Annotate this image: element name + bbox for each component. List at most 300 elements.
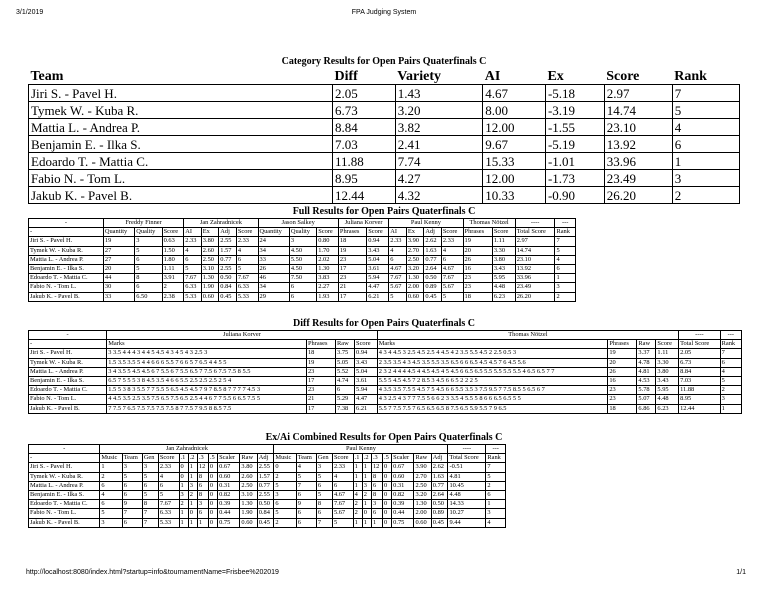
table-cell: 0.50 [257,500,274,509]
table-cell: 2.70 [414,472,431,481]
table-cell: Fabio N. - Tom L. [29,283,104,292]
table-cell: -3.19 [545,102,604,119]
table-cell: 6 [720,358,741,367]
table-cell: 3.43 [492,265,515,274]
table-cell: 0 [382,509,391,518]
table-cell: 6.73 [679,358,721,367]
page-url: http://localhost:8080/index.html?startup=info&tournamentName=Frisbee%202019 [26,569,279,576]
table-cell: 4.53 [637,377,656,386]
table-cell: 0 [208,472,217,481]
table-cell: 1.63 [431,472,448,481]
table-cell: 8 [197,472,208,481]
table-cell: 3 4 3.5 5 4.5 4.5 6 7 5.5 6 7 5.5 6.5 7 7.5 6 7.5 7.5 8 5.5 [107,367,307,376]
table-cell: 0.77 [431,481,448,490]
table-cell: 2 [555,292,576,301]
column-header: Score [355,340,378,349]
table-cell: 5 [135,265,162,274]
table-cell: 0.60 [218,472,240,481]
table-cell: Fabio N. - Tom L. [29,395,107,404]
judge-header: Jan Zahradnicek [100,445,274,454]
table-cell: 3.10 [240,491,257,500]
table-cell: 8.00 [483,102,546,119]
table-cell: 2.50 [406,255,424,264]
table-cell: 1 [362,472,371,481]
print-date: 3/1/2019 [16,9,44,16]
table-cell: 3.30 [492,246,515,255]
judge-header: Paul Kenny [274,445,448,454]
table-cell: 4 [332,472,353,481]
table-cell: 2.27 [317,283,339,292]
table-cell: 23.49 [604,170,672,187]
table-cell: 4.67 [389,265,407,274]
column-header: Score [317,228,339,237]
table-cell: 6 [289,292,316,301]
table-cell: 6 [158,481,179,490]
table-row [29,377,742,386]
table-cell: 5.78 [637,386,656,395]
table-cell: 5.52 [336,367,355,376]
table-cell: 2.55 [257,491,274,500]
table-cell: 5.04 [355,367,378,376]
table-cell: 1 [100,463,122,472]
column-header: .2 [362,454,371,463]
table-cell: 2 [274,472,296,481]
table-cell: 0.82 [218,491,240,500]
column-header: .2 [188,454,197,463]
table-cell: 26 [258,265,289,274]
table-cell: 1.90 [201,283,219,292]
table-cell: 1.70 [317,246,339,255]
table-cell: 12.44 [679,404,721,413]
table-cell: 33 [103,292,134,301]
table-cell: 2.05 [333,85,396,102]
table-cell: 3.75 [336,349,355,358]
table-cell: 5.50 [289,255,316,264]
table-cell: Mattia L. - Andrea P. [29,119,333,136]
table-cell: 3 [188,481,197,490]
table-cell: 2 [362,491,371,500]
table-cell: 11.88 [333,153,396,170]
sub-header-row [29,228,576,237]
table-cell: 1 [720,404,741,413]
table-cell: 1 [672,153,739,170]
table-cell: 4.48 [448,491,486,500]
table-cell: 19 [306,358,335,367]
judge-header: --- [486,445,506,454]
table-cell: 2 3.5 3.5 4 3 4.5 3.5 5.5 3.5 6.5 6 6 6.5 4.5 4.5 7 6 4.5 5.6 [377,358,608,367]
column-header: Adj [257,454,274,463]
table-cell: 7 7.5 7 6.5 7.5 7.5 7.5 7.5 8 7 7.5 7 9.5 8 8.5 7.5 [107,404,307,413]
table-cell: 23.49 [515,283,555,292]
column-header: Adj [431,454,448,463]
column-header: Rank [720,340,741,349]
judge-header: Thomas Nötzel [463,219,515,228]
column-header: Score [158,454,179,463]
table-cell: 23 [463,283,492,292]
table-cell: 5 [296,472,316,481]
table-cell: 3.61 [367,265,389,274]
table-cell: 1 [188,463,197,472]
column-header: .5 [382,454,391,463]
table-cell: 3.43 [367,246,389,255]
table-cell: 19 [608,349,637,358]
column-header: Score [604,68,672,85]
table-cell: 19 [463,237,492,246]
table-cell: 3.91 [162,274,184,283]
table-cell: 0.77 [219,255,237,264]
table-cell: 5 [158,491,179,500]
table-cell: Tymek W. - Kuba R. [29,246,104,255]
table-cell: 1.93 [317,292,339,301]
table-cell: 5 [389,292,407,301]
table-cell: 1.50 [162,246,184,255]
table-cell: 7.67 [184,274,202,283]
column-header: - [29,340,107,349]
table-cell: 4 [555,255,576,264]
column-header: Diff [333,68,396,85]
table-row [29,153,740,170]
table-cell: 2.70 [406,246,424,255]
table-cell: 0 [382,481,391,490]
table-cell: 4.47 [367,283,389,292]
table-cell: 6 [197,509,208,518]
table-cell: 6 [184,255,202,264]
table-row [29,136,740,153]
table-cell: Jakub K. - Pavel B. [29,404,107,413]
table-cell: 2.64 [431,491,448,500]
table-cell: 0.50 [219,274,237,283]
table-cell: 8 [371,472,382,481]
column-header: Music [100,454,122,463]
column-header: Quantity [103,228,134,237]
table-cell: 5.67 [441,283,463,292]
table-cell: Mattia L. - Andrea P. [29,481,100,490]
column-header: Total Score [679,340,721,349]
column-header: Ex [545,68,604,85]
table-cell: 13.92 [515,265,555,274]
table-cell: 4 [486,518,506,527]
table-cell: 7.03 [333,136,396,153]
table-cell: 18 [608,404,637,413]
table-cell: 5.67 [332,509,353,518]
table-cell: 4.27 [395,170,483,187]
table-cell: 0.45 [257,518,274,527]
print-footer [26,569,746,579]
table-cell: 1.90 [240,509,257,518]
column-header: Score [332,454,353,463]
table-cell: 6 [486,491,506,500]
table-cell: 1 [362,518,371,527]
judge-header: ---- [679,331,721,340]
table-cell: 5 [100,509,122,518]
judge-header: Jan Zahradnicek [184,219,258,228]
table-cell: 12 [371,463,382,472]
table-cell: 5.67 [389,283,407,292]
table-cell: 1 [353,472,362,481]
table-cell: 2.97 [515,237,555,246]
table-row [29,283,576,292]
column-header: Variety [395,68,483,85]
table-cell: 12.00 [483,170,546,187]
table-cell: -5.19 [545,136,604,153]
judge-header: Paul Kenny [389,219,463,228]
table-cell: 7 [142,509,158,518]
table-cell: 4 4.5 3.5 2.5 3.5 7.5 6.5 7.5 6.5 2.5 4 4 6 7 7 5.5 6 6.5 7.5 5 [107,395,307,404]
table-cell: 0.77 [424,255,442,264]
page-number: 1/1 [736,569,746,576]
table-cell: 5 [135,246,162,255]
table-row [29,85,740,102]
table-cell: 3 [100,518,122,527]
column-header: Team [296,454,316,463]
table-cell: 44 [103,274,134,283]
category-results-title: Category Results for Open Pairs Quaterfinals C [281,56,487,67]
table-cell: 1 [486,500,506,509]
table-cell: 2.55 [257,463,274,472]
table-cell: 0 [382,463,391,472]
table-cell: 7.67 [236,274,258,283]
column-header: Quantity [258,228,289,237]
table-cell: 4 [441,246,463,255]
table-cell: 4.81 [448,472,486,481]
category-header-row [29,68,740,85]
table-cell: 1.5 5 3 8 3 5.5 7 7 5.5 5 6.5 4.5 4.5 7 9 7 8.5 8 7 7 7 7 4.5 3 [107,386,307,395]
table-cell: 17 [306,404,335,413]
table-cell: 15.33 [483,153,546,170]
table-cell: 3 [486,509,506,518]
table-cell: 0.39 [392,500,414,509]
table-cell: 5 [184,265,202,274]
table-cell: 0.75 [218,518,240,527]
table-cell: 3 [371,500,382,509]
table-row [29,358,742,367]
table-cell: 0.84 [257,509,274,518]
table-row [29,187,740,204]
table-cell: 19 [103,237,134,246]
table-cell: 0 [362,509,371,518]
table-cell: 6.21 [355,404,378,413]
table-cell: 7.67 [332,500,353,509]
judge-header: - [29,219,104,228]
table-cell: 12.44 [333,187,396,204]
table-cell: 0.45 [219,292,237,301]
table-cell: 7 [122,509,142,518]
table-cell: 0.50 [424,274,442,283]
column-header: Ex [201,228,219,237]
judge-header: Juliana Korver [338,219,388,228]
table-cell: 0.39 [218,500,240,509]
table-cell: 17 [338,292,366,301]
column-header: Score [236,228,258,237]
column-header: - [29,228,104,237]
table-cell: 6 [274,500,296,509]
table-cell: 5 [316,491,332,500]
table-cell: 3.30 [656,358,679,367]
table-cell: 1.43 [395,85,483,102]
table-cell: 6 [142,481,158,490]
table-cell: 2 [486,481,506,490]
table-cell: 3.20 [406,265,424,274]
column-header: Raw [414,454,431,463]
table-cell: 0.67 [392,463,414,472]
table-cell: 6 [336,386,355,395]
table-cell: Tymek W. - Kuba R. [29,472,100,481]
table-cell: 2.33 [184,237,202,246]
print-header [16,9,752,19]
table-cell: 0 [179,472,188,481]
column-header: Team [122,454,142,463]
table-cell: 7.74 [395,153,483,170]
judge-header: Jason Salkey [258,219,338,228]
table-cell: 5 [122,472,142,481]
column-header: Team [29,68,333,85]
table-cell: 1.11 [656,349,679,358]
column-header: Total Score [515,228,555,237]
column-header: AI [483,68,546,85]
table-cell: 4 [184,246,202,255]
column-header: Scaler [392,454,414,463]
table-cell: 2.38 [162,292,184,301]
table-cell: 8 [197,491,208,500]
table-cell: 3 [289,237,316,246]
table-cell: Jiri S. - Pavel H. [29,237,104,246]
table-cell: 5.95 [656,386,679,395]
table-cell: 3 [316,463,332,472]
table-cell: 4 [389,246,407,255]
table-cell: 5.29 [336,395,355,404]
table-row [29,237,576,246]
column-header: Marks [377,340,608,349]
table-cell: 7 [486,463,506,472]
table-cell: 0.44 [218,509,240,518]
column-header: Score [441,228,463,237]
table-cell: Fabio N. - Tom L. [29,170,333,187]
table-cell: Benjamin E. - Ilka S. [29,136,333,153]
table-cell: 5.33 [158,518,179,527]
table-cell: 34 [258,246,289,255]
app-title: FPA Judging System [351,9,417,16]
table-cell: 2.60 [240,472,257,481]
table-cell: 4.48 [492,283,515,292]
table-cell: 0.75 [392,518,414,527]
table-cell: 6.23 [492,292,515,301]
table-cell: 5.5 7 7.5 7.5 7 6.5 6.5 6.5 8 7.5 6.5 5.9 5.5 7 9 6.5 [377,404,608,413]
table-cell: 2.41 [395,136,483,153]
table-row [29,255,576,264]
table-cell: 4.50 [289,265,316,274]
table-cell: 3.20 [414,491,431,500]
table-cell: 5 [142,491,158,500]
table-cell: Benjamin E. - Ilka S. [29,491,100,500]
table-cell: 6 [100,481,122,490]
table-cell: 1.30 [317,265,339,274]
column-header: Ex [406,228,424,237]
table-cell: 20 [608,358,637,367]
table-cell: 33.96 [515,274,555,283]
table-cell: 3.20 [395,102,483,119]
table-cell: 3 [274,491,296,500]
table-cell: 6 [371,509,382,518]
table-cell: 8.84 [679,367,721,376]
table-cell: 2.00 [406,283,424,292]
table-cell: 23 [338,274,366,283]
table-cell: 2.33 [389,237,407,246]
table-cell: 33 [258,255,289,264]
column-header: Score [492,228,515,237]
table-cell: 5 [274,481,296,490]
table-cell: 13.92 [604,136,672,153]
table-cell: 6 [389,255,407,264]
table-cell: 1 [362,463,371,472]
table-row [29,170,740,187]
table-cell: 6 [197,481,208,490]
table-cell: 4 [100,491,122,500]
column-header: Gen [316,454,332,463]
table-cell: 3 [197,500,208,509]
table-cell: 6 [296,509,316,518]
table-cell: 3.90 [414,463,431,472]
table-cell: 23.10 [515,255,555,264]
table-cell: 5 [142,472,158,481]
table-cell: 4.50 [289,246,316,255]
table-cell: 12.00 [483,119,546,136]
table-cell: 6 [122,518,142,527]
column-header: Raw [336,340,355,349]
table-row [29,481,506,490]
table-cell: 0.89 [424,283,442,292]
table-cell: 23 [306,367,335,376]
table-cell: 5 [720,377,741,386]
table-cell: 4.81 [637,367,656,376]
table-cell: 2 [162,283,184,292]
column-header: AI [184,228,202,237]
table-cell: 0 [208,518,217,527]
table-cell: 5 [274,509,296,518]
table-cell: 0.82 [392,491,414,500]
table-cell: 5 [672,102,739,119]
table-row [29,395,742,404]
table-cell: 7 [316,518,332,527]
table-cell: 3.80 [492,255,515,264]
table-cell: 2.50 [414,481,431,490]
judge-header: Thomas Nötzel [377,331,678,340]
table-cell: 1 [555,274,576,283]
table-cell: 5.05 [336,358,355,367]
table-cell: 1.80 [162,255,184,264]
table-cell: -5.18 [545,85,604,102]
table-cell: 0 [188,509,197,518]
column-header: .1 [179,454,188,463]
table-cell: 5 [316,472,332,481]
table-cell: 0.84 [219,283,237,292]
table-cell: 9 [296,500,316,509]
table-cell: 0.80 [317,237,339,246]
table-cell: 0.60 [392,472,414,481]
table-cell: 20 [463,246,492,255]
table-cell: 5.33 [184,292,202,301]
table-cell: 9 [122,500,142,509]
table-cell: 1 [188,518,197,527]
table-cell: 3 [122,463,142,472]
sub-header-row [29,340,742,349]
table-cell: 7 [720,349,741,358]
table-cell: 6 [316,481,332,490]
table-cell: 6 [296,518,316,527]
table-cell: 7.67 [158,500,179,509]
column-header: Score [162,228,184,237]
table-cell: 5 [486,472,506,481]
table-cell: 8 [316,500,332,509]
